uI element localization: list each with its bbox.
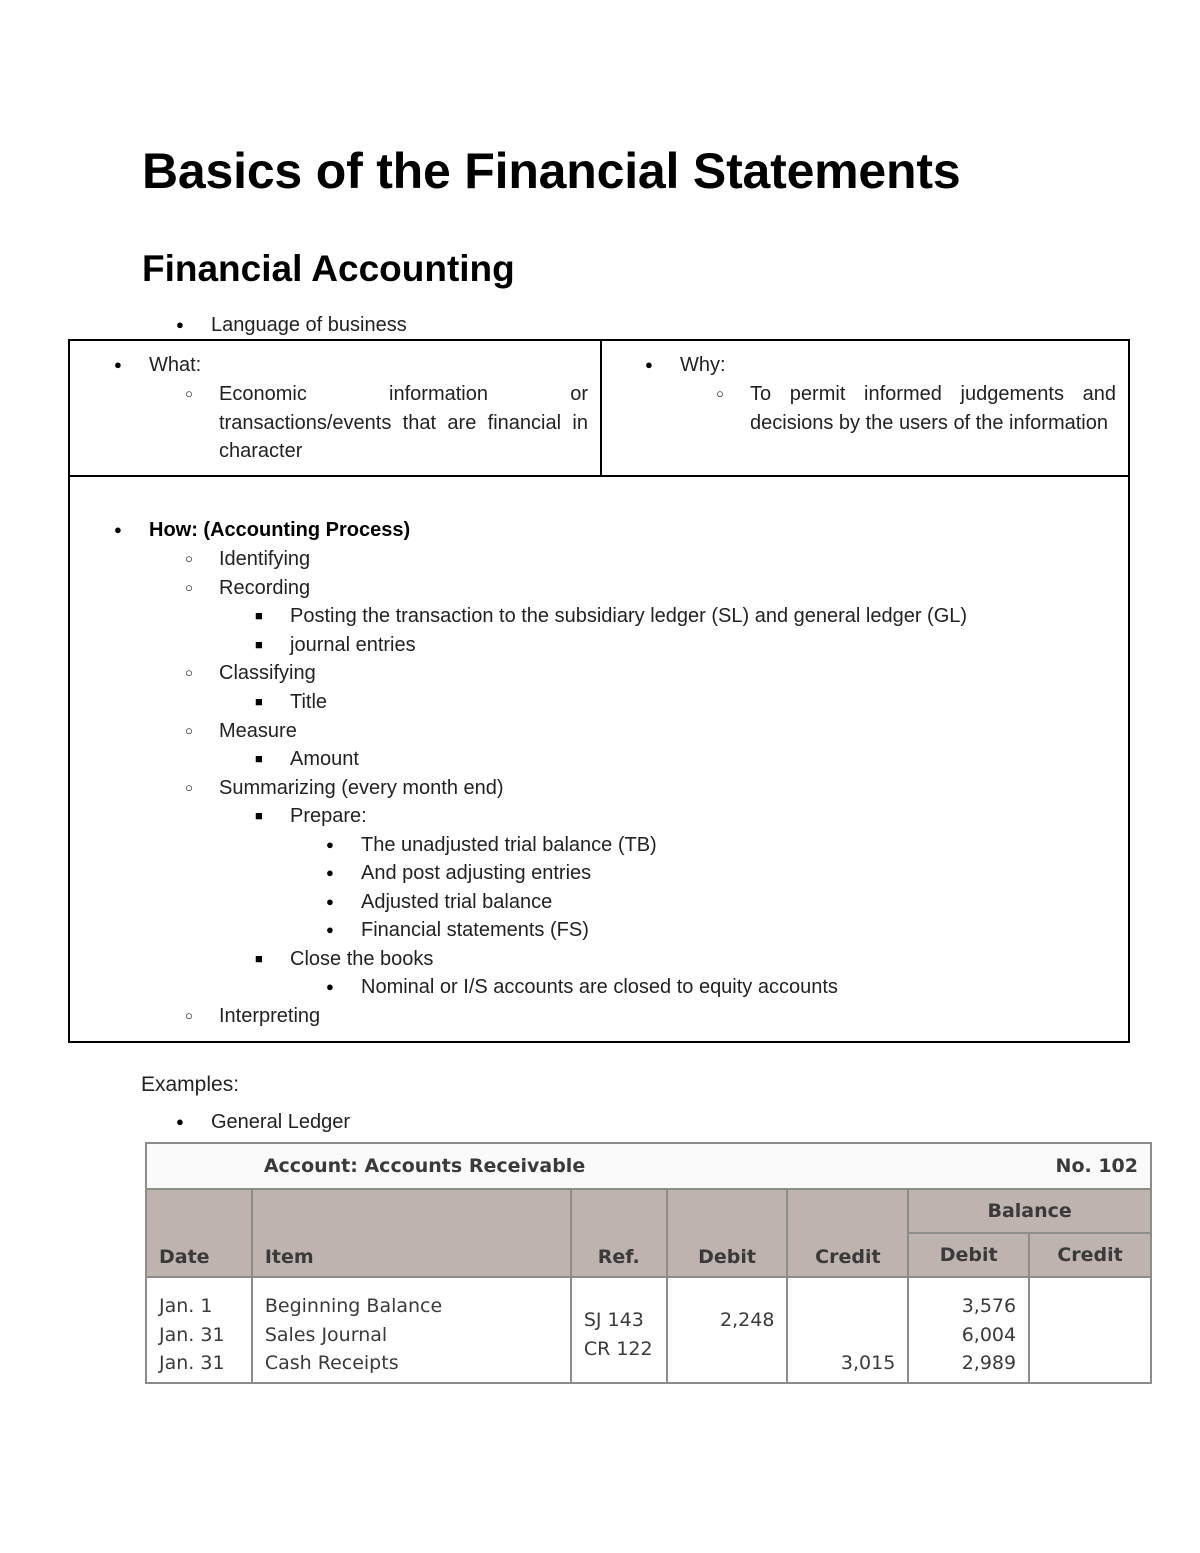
why-detail: To permit informed judgements and decisions by the users of the information bbox=[750, 383, 1116, 434]
examples-label: Examples: bbox=[141, 1073, 240, 1096]
header-debit: Debit bbox=[667, 1189, 788, 1277]
step-identifying: Identifying bbox=[219, 548, 311, 570]
step-summarizing: Summarizing (every month end) bbox=[219, 777, 504, 799]
header-balance-credit: Credit bbox=[1029, 1233, 1151, 1277]
circle-bullet-icon: ○ bbox=[185, 386, 193, 401]
col-credit bbox=[787, 1277, 908, 1383]
circle-bullet-icon: ○ bbox=[185, 780, 193, 795]
square-bullet-icon: ■ bbox=[255, 694, 263, 709]
measure-sub-item: Amount bbox=[290, 748, 359, 770]
prepare-item: The unadjusted trial balance (TB) bbox=[361, 834, 657, 856]
close-books-item: Nominal or I/S accounts are closed to equity accounts bbox=[361, 976, 838, 998]
prepare-item: Financial statements (FS) bbox=[361, 919, 589, 941]
close-books-label: Close the books bbox=[290, 948, 434, 970]
circle-bullet-icon: ○ bbox=[185, 580, 193, 595]
section-heading: Financial Accounting bbox=[142, 248, 515, 289]
col-item bbox=[252, 1277, 571, 1383]
ledger-account-number: No. 102 bbox=[908, 1143, 1151, 1189]
square-bullet-icon: ■ bbox=[255, 608, 263, 623]
header-item: Item bbox=[252, 1189, 571, 1277]
bullet-icon: ● bbox=[326, 894, 334, 909]
what-detail: Economic information or transactions/events that are financial in character bbox=[219, 383, 588, 462]
step-interpreting: Interpreting bbox=[219, 1005, 321, 1027]
bullet-icon: ● bbox=[176, 317, 184, 332]
prepare-item: And post adjusting entries bbox=[361, 862, 592, 884]
ledger-header-row bbox=[146, 1189, 1151, 1233]
general-ledger-table bbox=[145, 1142, 1152, 1384]
recording-sub-item: Posting the transaction to the subsidiary ledger (SL) and general ledger (GL) bbox=[290, 605, 968, 627]
recording-sub-item: journal entries bbox=[290, 634, 416, 656]
circle-bullet-icon: ○ bbox=[185, 551, 193, 566]
square-bullet-icon: ■ bbox=[255, 951, 263, 966]
header-balance-debit: Debit bbox=[908, 1233, 1029, 1277]
col-balance-debit bbox=[908, 1277, 1029, 1383]
header-credit: Credit bbox=[787, 1189, 908, 1277]
cell-credit: 3,015 bbox=[840, 1352, 896, 1374]
header-date: Date bbox=[146, 1189, 252, 1277]
cell-balance-debit: 3,576 bbox=[961, 1295, 1017, 1317]
col-balance-credit bbox=[1029, 1277, 1151, 1383]
what-label: What: bbox=[149, 354, 202, 376]
bullet-icon: ● bbox=[645, 357, 653, 372]
page-title: Basics of the Financial Statements bbox=[142, 143, 961, 199]
cell-balance-debit: 2,989 bbox=[961, 1352, 1017, 1374]
square-bullet-icon: ■ bbox=[255, 808, 263, 823]
header-ref: Ref. bbox=[571, 1189, 667, 1277]
classifying-sub-item: Title bbox=[290, 691, 328, 713]
cell-item: Beginning Balance bbox=[264, 1295, 443, 1317]
example-bullet-text: General Ledger bbox=[211, 1111, 350, 1133]
bullet-icon: ● bbox=[114, 522, 122, 537]
cell-ref: CR 122 bbox=[583, 1337, 653, 1360]
bullet-icon: ● bbox=[176, 1114, 184, 1129]
bullet-icon: ● bbox=[114, 357, 122, 372]
col-debit bbox=[667, 1277, 788, 1383]
cell-item: Cash Receipts bbox=[264, 1352, 399, 1374]
bullet-icon: ● bbox=[326, 922, 334, 937]
cell-debit: 2,248 bbox=[720, 1309, 775, 1331]
ledger-body-row bbox=[146, 1277, 1151, 1383]
circle-bullet-icon: ○ bbox=[185, 1008, 193, 1023]
bullet-icon: ● bbox=[326, 837, 334, 852]
bullet-icon: ● bbox=[326, 979, 334, 994]
intro-bullet-text: Language of business bbox=[211, 314, 407, 336]
column-divider bbox=[600, 339, 602, 477]
bullet-icon: ● bbox=[326, 865, 334, 880]
cell-date: Jan. 31 bbox=[159, 1323, 225, 1346]
col-ref bbox=[571, 1277, 667, 1383]
circle-bullet-icon: ○ bbox=[185, 665, 193, 680]
how-label: How: (Accounting Process) bbox=[149, 519, 411, 541]
cell-date: Jan. 1 bbox=[159, 1295, 213, 1317]
cell-date: Jan. 31 bbox=[159, 1352, 225, 1374]
why-label: Why: bbox=[680, 354, 726, 376]
prepare-item: Adjusted trial balance bbox=[361, 891, 553, 913]
col-date bbox=[146, 1277, 252, 1383]
circle-bullet-icon: ○ bbox=[716, 386, 724, 401]
cell-balance-debit: 6,004 bbox=[961, 1323, 1017, 1346]
step-recording: Recording bbox=[219, 577, 311, 599]
prepare-label: Prepare: bbox=[290, 805, 367, 827]
square-bullet-icon: ■ bbox=[255, 751, 263, 766]
ledger-account-row bbox=[146, 1143, 1151, 1189]
step-measure: Measure bbox=[219, 720, 297, 742]
header-balance: Balance bbox=[908, 1189, 1151, 1233]
ledger-account-name: Account: Accounts Receivable bbox=[252, 1143, 908, 1189]
square-bullet-icon: ■ bbox=[255, 637, 263, 652]
circle-bullet-icon: ○ bbox=[185, 723, 193, 738]
cell-item: Sales Journal bbox=[264, 1323, 388, 1346]
step-classifying: Classifying bbox=[219, 662, 316, 684]
cell-ref: SJ 143 bbox=[583, 1309, 644, 1331]
